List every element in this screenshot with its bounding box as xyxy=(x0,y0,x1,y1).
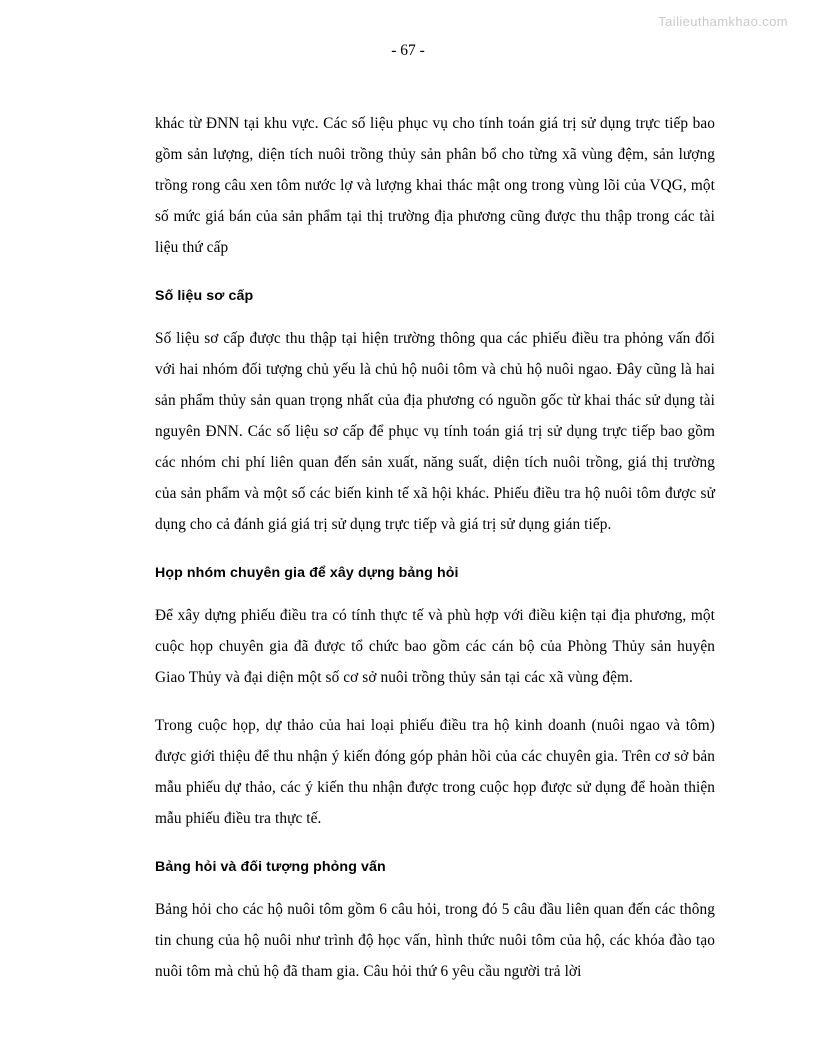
paragraph: khác từ ĐNN tại khu vực. Các số liệu phục vụ cho tính toán giá trị sử dụng trực tiếp bao gồm sản lượng, diện tích nuôi trồng thủy sản phân bổ cho từng xã vùng đệm, sản lượng trồng rong câu xen tôm nước lợ và lượng khai thác mật ong trong vùng lõi của VQG, một số mức giá bán của sản phẩm tại thị trường địa phương cũng được thu thập trong các tài liệu thứ cấp xyxy=(155,115,715,256)
paragraph: Để xây dựng phiếu điều tra có tính thực tế và phù hợp với điều kiện tại địa phương, một cuộc họp chuyên gia đã được tổ chức bao gồm các cán bộ của Phòng Thủy sản huyện Giao Thủy và đại diện một số cơ sở nuôi trồng thủy sản tại các xã vùng đệm. xyxy=(155,607,715,686)
paragraph: Số liệu sơ cấp được thu thập tại hiện trường thông qua các phiếu điều tra phỏng vấn đối với hai nhóm đối tượng chủ yếu là chủ hộ nuôi tôm và chủ hộ nuôi ngao. Đây cũng là hai sản phẩm thủy sản quan trọng nhất của địa phương có nguồn gốc từ khai thác sử dụng tài nguyên ĐNN. Các số liệu sơ cấp để phục vụ tính toán giá trị sử dụng trực tiếp bao gồm các nhóm chi phí liên quan đến sản xuất, năng suất, diện tích nuôi trồng, giá thị trường của sản phẩm và một số các biến kinh tế xã hội khác. Phiếu điều tra hộ nuôi tôm được sử dụng cho cả đánh giá giá trị sử dụng trực tiếp và giá trị sử dụng gián tiếp. xyxy=(155,330,715,533)
paragraph: Trong cuộc họp, dự thảo của hai loại phiếu điều tra hộ kinh doanh (nuôi ngao và tôm) được giới thiệu để thu nhận ý kiến đóng góp phản hồi của các chuyên gia. Trên cơ sở bản mẫu phiếu dự thảo, các ý kiến thu nhận được trong cuộc họp được sử dụng để hoàn thiện mẫu phiếu điều tra thực tế. xyxy=(155,717,715,827)
page-number: - 67 - xyxy=(391,42,425,59)
paragraph: Bảng hỏi cho các hộ nuôi tôm gồm 6 câu hỏi, trong đó 5 câu đầu liên quan đến các thông tin chung của hộ nuôi như trình độ học vấn, hình thức nuôi tôm của hộ, các khóa đào tạo nuôi tôm mà chủ hộ đã tham gia. Câu hỏi thứ 6 yêu cầu người trả lời xyxy=(155,901,715,980)
watermark-text: Tailieuthamkhao.com xyxy=(658,14,788,29)
section-heading-hop-nhom-chuyen-gia: Họp nhóm chuyên gia để xây dựng bảng hỏi xyxy=(155,565,459,581)
section-heading-bang-hoi: Bảng hỏi và đối tượng phỏng vấn xyxy=(155,859,386,875)
section-heading-so-lieu-so-cap: Số liệu sơ cấp xyxy=(155,288,254,304)
document-body xyxy=(155,108,715,1003)
